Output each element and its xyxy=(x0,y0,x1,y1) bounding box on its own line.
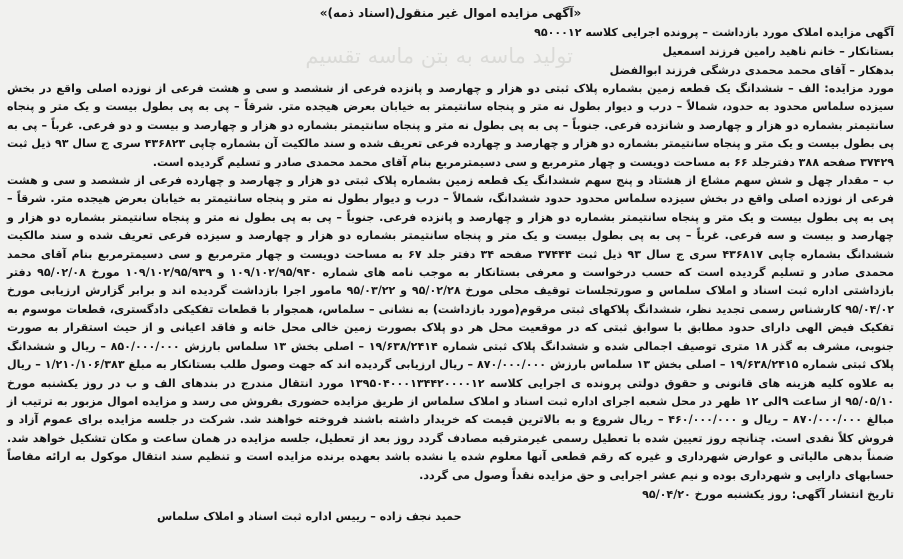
notice-title: «آگهی مزایده اموال غیر منقول(اسناد ذمه)» xyxy=(319,6,582,20)
signature-line: حمید نجف زاده – رییس اداره ثبت اسناد و املاک سلماس xyxy=(157,509,462,523)
creditor-line: بستانکار – خانم ناهید رامین فرزند اسمعیل xyxy=(662,45,894,58)
debtor-line: بدهکار – آقای محمد محمدی درشگی فرزند ابوالفضل xyxy=(609,64,894,77)
auction-item-alef: مورد مزایده: الف – ششدانگ یک قطعه زمین بشماره پلاک ثبتی دو هزار و چهارصد و پانزده فرعی از ششصد و سی و هشت فرعی از نوزده اصلی واقع در بخش سیزده سلماس محدود به حدود، شمالاً – درب و دیوار بطول نه متر و پنجاه سانتیمتر به خیابان بعرض هیجده متر. شرقاً – پی به پی بطول بیست و یک متر و پنجاه سانتیمتر بشماره دو هزار و چهارصد و شانزده فرعی. جنوباً – پی به پی بطول نه متر و پنجاه سانتیمتر بشماره دو هزار و چهارصد و بیست و دو فرعی. غرباً – پی به پی بطول بیست و یک متر و پنجاه سانتیمتر بشماره دو هزار و چهارصد و چهارده فرعی تعریف شده و سند مالکیت آن بشماره چاپی ۴۳۶۸۲۳ سری ج سال ۹۳ ذیل ثبت ۳۷۴۲۹ صفحه ۳۸۸ دفترجلد ۶۶ به مساحت دویست و چهار مترمربع و سی دسیمترمربع بنام آقای محمد محمدی صادر و تسلیم گردیده است. xyxy=(7,82,894,169)
file-number-line: آگهی مزایده املاک مورد بازداشت – پرونده اجرایی کلاسه ۹۵۰۰۰۱۲ xyxy=(534,26,894,39)
publish-date-line: تاریخ انتشار آگهی: روز یکشنبه مورخ ۹۵/۰۴/۲۰ xyxy=(642,487,894,501)
watermark-text: تولید ماسه به بتن ماسه تقسیم xyxy=(305,44,573,68)
auction-item-be: ب – مقدار چهل و شش سهم مشاع از هشتاد و پنج سهم ششدانگ یک قطعه زمین بشماره پلاک ثبتی دو هزار و چهارصد و چهارده فرعی از ششصد و سی و هشت فرعی از نوزده اصلی واقع در بخش سیزده سلماس محدود حدود ششدانگ، شمالاً – درب و دیوار بطول نه متر و پنجاه سانتیمتر به خیابان بعرض هیجده متر. شرقاً – پی به پی بطول بیست و یک متر و پنجاه سانتیمتر بشماره دو هزار و چهارصد و پانزده فرعی. جنوباً – پی به پی بطول نه متر و پنجاه سانتیمتر بشماره دو هزار و چهارصد و بیست و سه فرعی. غرباً – پی به پی بطول بیست و یک متر و پنجاه سانتیمتر بشماره دو هزار و چهارصد و سیزده فرعی تعریف شده و سند مالکیت ششدانگ بشماره چاپی ۴۳۶۸۱۷ سری ج سال ۹۳ ذیل ثبت ۳۷۴۴۴ صفحه ۳۴ دفتر جلد ۶۷ به مساحت دویست و چهار مترمربع و سی دسیمترمربع بنام آقای محمد محمدی صادر و تسلیم گردیده است که حسب درخواست و معرفی بستانکار به موجب نامه های شماره ۱۰۹/۱۰۲/۹۵/۹۴۰ و ۱۰۹/۱۰۲/۹۵/۹۳۹ مورخ ۹۵/۰۲/۰۸ دفتر بازداشتی اداره ثبت اسناد و املاک سلماس و صورتجلسات توقیف محلی مورخ ۹۵/۰۲/۲۸ و ۹۵/۰۳/۲۲ مامور اجرا بازداشت گردیده اند و برابر گزارش ارزیابی مورخ ۹۵/۰۴/۰۲ کارشناس رسمی تجدید نظر، ششدانگ پلاکهای ثبتی مرقوم(مورد بازداشت) به نشانی – سلماس، همجوار با قطعات تفکیکی دادگستری، قطعات موسوم به تفکیک فیض الهی دارای حدود مطابق با سوابق ثبتی که در موقعیت محل هر دو پلاک بصورت زمین خالی محل خانه و فاقد اعیانی و از حیث استقرار به صورت جنوبی، مشرف به گذر ۱۸ متری توصیف اجمالی شده و ششدانگ پلاک ثبتی شماره ۱۹/۶۳۸/۲۴۱۴ – اصلی بخش ۱۳ سلماس بارزش ۸۵۰/۰۰۰/۰۰۰ – ریال و ششدانگ پلاک ثبتی شماره ۱۹/۶۳۸/۲۴۱۵ – اصلی بخش ۱۳ سلماس بارزش ۸۷۰/۰۰۰/۰۰۰ – ریال ارزیابی گردیده اند که جهت وصول طلب بستانکار به مبلغ ۱/۲۱۰/۱۰۶/۳۸۳ – ریال به علاوه کلیه هزینه های قانونی و حقوق دولتی پرونده ی اجرایی کلاسه ۱۳۹۵۰۴۰۰۰۱۳۴۴۲۰۰۰۰۱۲ مورد انتقال مندرج در بندهای الف و ب در روز یکشنبه مورخ ۹۵/۰۵/۱۰ از ساعت ۹الی ۱۲ ظهر در محل شعبه اجرای اداره ثبت اسناد و املاک سلماس از طریق مزایده حضوری بفروش می رسد و مزایده اموال مزبور به ترتیب از مبالغ ۸۷۰/۰۰۰/۰۰۰ – ریال و ۴۶۰/۰۰۰/۰۰۰ – ریال شروع و به بالاترین قیمت که خریدار داشته باشند فروخته خواهند شد. شرکت در جلسه مزایده برای عموم آزاد و فروش کلاً نقدی است. چنانچه روز تعیین شده با تعطیل رسمی غیرمترقبه مصادف گردد روز بعد از تعطیل، جلسه مزایده در همان ساعت و مکان تشکیل خواهد شد. ضمناً بدهی مالیاتی و عوارض شهرداری و غیره که رقم قطعی آنها معلوم شده یا نشده باشد بعهده برنده مزایده است و تنظیم سند انتقال موکول به ارائه مفاصاً حسابهای دارایی و شهرداری بوده و نیم عشر اجرایی و حق مزایده نقداً وصول می گردد. xyxy=(7,174,895,482)
